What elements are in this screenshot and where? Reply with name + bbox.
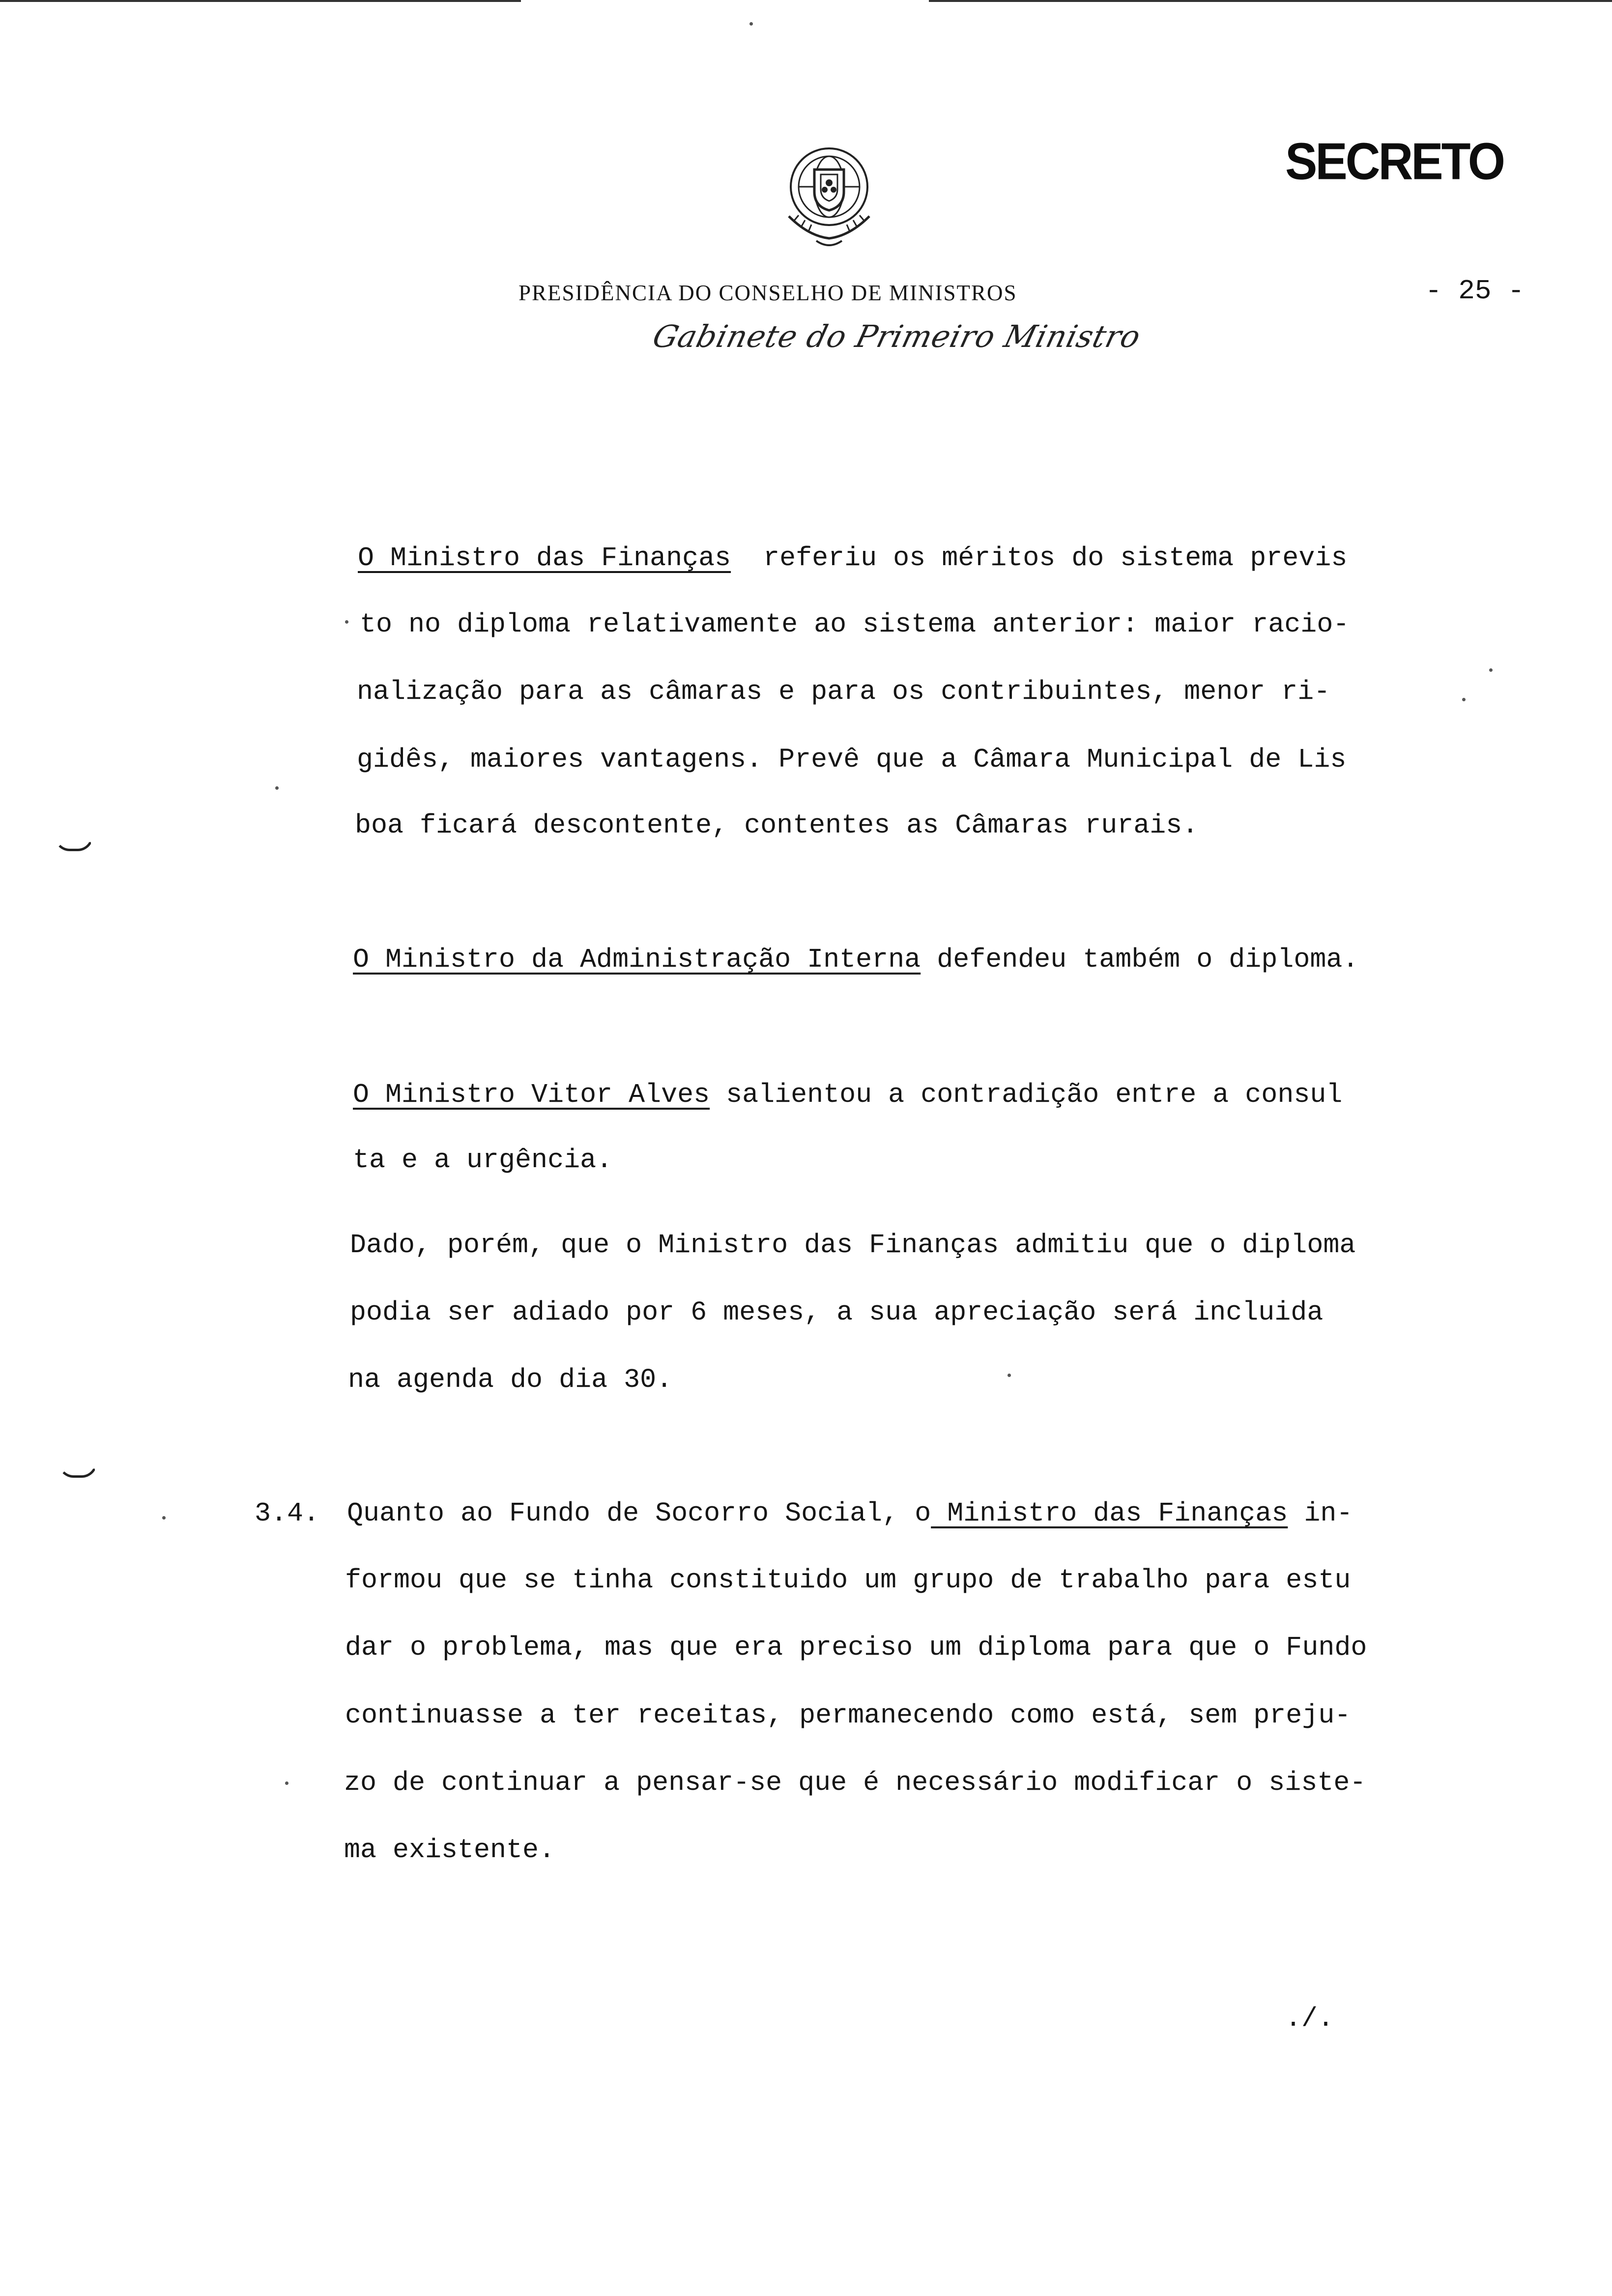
section-number: 3.4.: [255, 1498, 320, 1529]
body-text: referiu os méritos do sistema previs: [731, 543, 1348, 574]
body-line: boa ficará descontente, contentes as Câmaras rurais.: [355, 810, 1199, 841]
scan-speck: [1489, 668, 1493, 672]
body-line: ma existente.: [344, 1835, 555, 1866]
body-line: zo de continuar a pensar-se que é necessário modificar o siste-: [344, 1767, 1366, 1798]
scan-speck: [162, 1516, 166, 1520]
body-text: salientou a contradição entre a consul: [710, 1079, 1343, 1110]
body-line: to no diploma relativamente ao sistema anterior: maior racio-: [360, 609, 1350, 640]
scan-speck: [275, 786, 279, 790]
body-line: formou que se tinha constituido um grupo de trabalho para estu: [345, 1565, 1351, 1596]
body-line: ta e a urgência.: [353, 1145, 613, 1176]
scan-speck: [285, 1781, 288, 1785]
speaker-underlined: O Ministro das Finanças: [358, 543, 731, 574]
body-line: [358, 545, 1347, 572]
speaker-underlined: O Ministro Vitor Alves: [353, 1079, 710, 1110]
body-line: na agenda do dia 30.: [348, 1364, 673, 1395]
scan-speck: [1462, 698, 1466, 701]
scan-artifact: [58, 1462, 97, 1478]
coat-of-arms-icon: [774, 143, 887, 256]
scan-speck: [345, 620, 348, 624]
scan-edge-line: [0, 0, 521, 2]
page-number: - 25 -: [1425, 275, 1525, 307]
body-line: [347, 1500, 1353, 1527]
body-line: nalização para as câmaras e para os contribuintes, menor ri-: [357, 676, 1330, 707]
body-text: defendeu também o diploma.: [921, 944, 1359, 975]
body-line: Dado, porém, que o Ministro das Finanças admitiu que o diploma: [350, 1230, 1356, 1261]
scan-speck: [749, 22, 753, 26]
secret-stamp: SECRETO: [1285, 132, 1503, 191]
body-line: podia ser adiado por 6 meses, a sua apreciação será incluida: [350, 1297, 1324, 1328]
scan-artifact: [54, 835, 93, 851]
speaker-underlined: O Ministro da Administração Interna: [353, 944, 921, 975]
scan-edge-line: [929, 0, 1612, 2]
body-text: in-: [1288, 1498, 1353, 1529]
office-header: PRESIDÊNCIA DO CONSELHO DE MINISTROS: [518, 281, 1017, 305]
body-text: Quanto ao Fundo de Socorro Social, o: [347, 1498, 931, 1529]
cabinet-subtitle: Gabinete do Primeiro Ministro: [649, 318, 1145, 354]
continuation-mark: ./.: [1285, 2003, 1334, 2034]
body-line: dar o problema, mas que era preciso um diploma para que o Fundo: [345, 1632, 1367, 1663]
speaker-underlined: Ministro das Finanças: [931, 1498, 1288, 1529]
body-line: [353, 1081, 1342, 1108]
scan-speck: [1008, 1374, 1011, 1377]
body-line: [353, 946, 1358, 973]
body-line: continuasse a ter receitas, permanecendo como está, sem preju-: [345, 1700, 1351, 1731]
body-line: gidês, maiores vantagens. Prevê que a Câmara Municipal de Lis: [357, 744, 1347, 775]
